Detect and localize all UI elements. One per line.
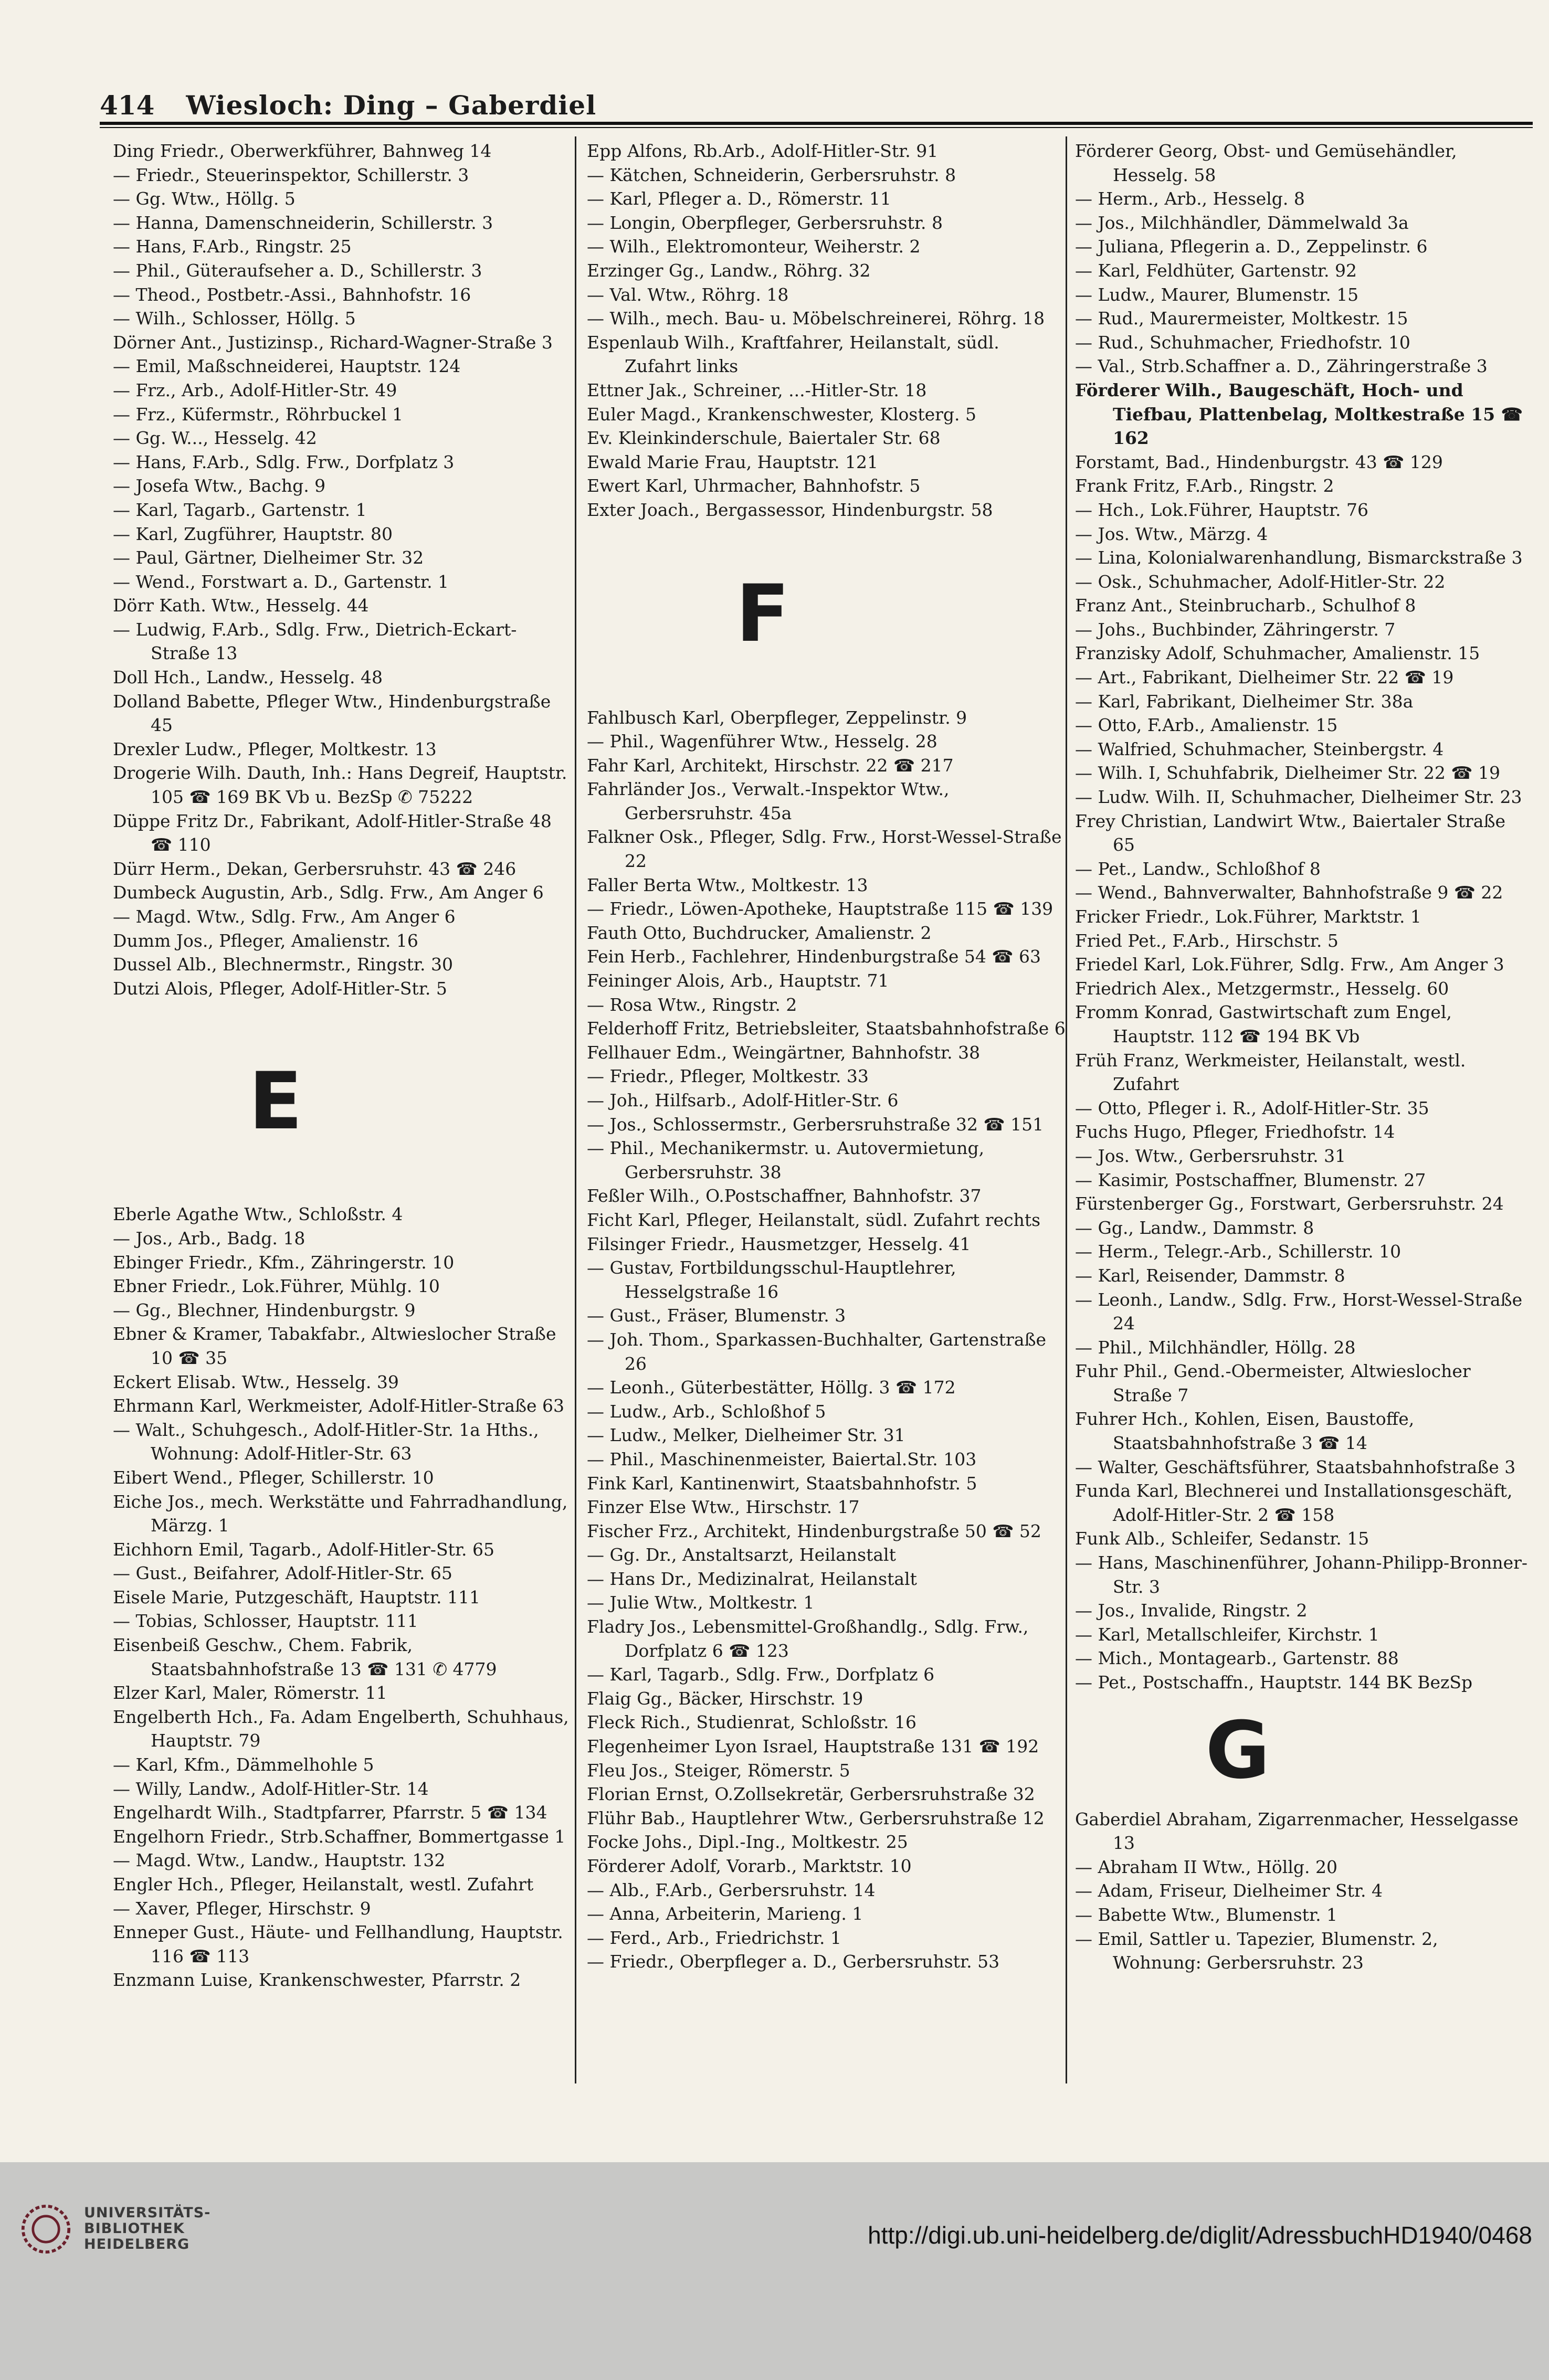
directory-entry: — Jos. Wtw., Gerbersruhstr. 31 — [1075, 1145, 1346, 1166]
directory-entry: Gaberdiel Abraham, Zigarrenmacher, Hesselgasse 13 — [1075, 1808, 1519, 1854]
directory-entry: Ehrmann Karl, Werkmeister, Adolf-Hitler-Straße 63 — [113, 1395, 565, 1416]
directory-entry: Frey Christian, Landwirt Wtw., Baiertaler Straße 65 — [1075, 810, 1506, 855]
directory-entry: — Magd. Wtw., Landw., Hauptstr. 132 — [113, 1850, 446, 1871]
directory-entry: Fink Karl, Kantinenwirt, Staatsbahnhofstr. 5 — [587, 1473, 977, 1494]
directory-entry: Florian Ernst, O.Zollsekretär, Gerbersruhstraße 32 — [587, 1784, 1035, 1805]
directory-entry: — Hch., Lok.Führer, Hauptstr. 76 — [1075, 499, 1368, 520]
directory-entry: — Emil, Maßschneiderei, Hauptstr. 124 — [113, 356, 461, 377]
directory-entry: — Jos. Wtw., Märzg. 4 — [1075, 523, 1268, 544]
directory-entry: — Jos., Schlossermstr., Gerbersruhstraße 32 ☎ 151 — [587, 1114, 1044, 1135]
directory-entry: Finzer Else Wtw., Hirschstr. 17 — [587, 1497, 860, 1518]
directory-entry: Dutzi Alois, Pfleger, Adolf-Hitler-Str. 5 — [113, 978, 447, 999]
directory-entry: — Karl, Zugführer, Hauptstr. 80 — [113, 523, 393, 544]
directory-entry: Ewald Marie Frau, Hauptstr. 121 — [587, 451, 878, 472]
directory-entry: Espenlaub Wilh., Kraftfahrer, Heilanstalt, südl. Zufahrt links — [587, 332, 999, 377]
directory-entry: — Gg., Blechner, Hindenburgstr. 9 — [113, 1299, 416, 1320]
directory-entry: Förderer Adolf, Vorarb., Marktstr. 10 — [587, 1856, 912, 1876]
entry-list — [1075, 1807, 1532, 1975]
directory-entry: Forstamt, Bad., Hindenburgstr. 43 ☎ 129 — [1075, 451, 1443, 472]
directory-entry: — Kasimir, Postschaffner, Blumenstr. 27 — [1075, 1169, 1426, 1190]
directory-entry: Doll Hch., Landw., Hesselg. 48 — [113, 667, 383, 688]
directory-entry: — Hanna, Damenschneiderin, Schillerstr. 3 — [113, 212, 493, 233]
directory-entry: Enzmann Luise, Krankenschwester, Pfarrstr. 2 — [113, 1970, 521, 1991]
directory-entry: — Johs., Buchbinder, Zähringerstr. 7 — [1075, 619, 1396, 640]
directory-entry: — Rosa Wtw., Ringstr. 2 — [587, 994, 797, 1015]
directory-entry: — Alb., F.Arb., Gerbersruhstr. 14 — [587, 1879, 876, 1900]
directory-entry: — Phil., Wagenführer Wtw., Hesselg. 28 — [587, 731, 937, 752]
directory-entry: Felderhoff Fritz, Betriebsleiter, Staatsbahnhofstraße 6 — [587, 1018, 1066, 1039]
directory-entry: — Gg. Dr., Anstaltsarzt, Heilanstalt — [587, 1545, 896, 1565]
directory-entry: — Rud., Maurermeister, Moltkestr. 15 — [1075, 308, 1408, 329]
directory-entry: Fladry Jos., Lebensmittel-Großhandlg., Sdlg. Frw., Dorfplatz 6 ☎ 123 — [587, 1616, 1029, 1661]
entry-list — [113, 1202, 570, 1992]
directory-entry: — Hans Dr., Medizinalrat, Heilanstalt — [587, 1568, 917, 1589]
directory-entry: — Gg., Landw., Dammstr. 8 — [1075, 1217, 1314, 1238]
directory-entry: Faller Berta Wtw., Moltkestr. 13 — [587, 874, 868, 895]
directory-entry: Ebner Friedr., Lok.Führer, Mühlg. 10 — [113, 1276, 440, 1297]
directory-entry: Früh Franz, Werkmeister, Heilanstalt, westl. Zufahrt — [1075, 1050, 1466, 1095]
directory-entry: — Gust., Fräser, Blumenstr. 3 — [587, 1305, 846, 1326]
directory-entry: Exter Joach., Bergassessor, Hindenburgstr. 58 — [587, 499, 993, 520]
directory-entry: — Phil., Mechanikermstr. u. Autovermietung, Gerbersruhstr. 38 — [587, 1138, 985, 1182]
directory-entry: Fried Pet., F.Arb., Hirschstr. 5 — [1075, 930, 1339, 951]
directory-entry: — Friedr., Oberpfleger a. D., Gerbersruhstr. 53 — [587, 1951, 1000, 1972]
directory-entry: — Wilh., Schlosser, Höllg. 5 — [113, 308, 356, 329]
directory-entry: — Friedr., Löwen-Apotheke, Hauptstraße 115 ☎ 139 — [587, 898, 1053, 919]
directory-entry: — Willy, Landw., Adolf-Hitler-Str. 14 — [113, 1778, 429, 1799]
directory-entry: Fürstenberger Gg., Forstwart, Gerbersruhstr. 24 — [1075, 1193, 1504, 1214]
entry-list — [113, 139, 570, 1000]
directory-entry: Dumbeck Augustin, Arb., Sdlg. Frw., Am Anger 6 — [113, 882, 544, 903]
directory-entry: — Wend., Forstwart a. D., Gartenstr. 1 — [113, 571, 449, 592]
directory-entry: — Magd. Wtw., Sdlg. Frw., Am Anger 6 — [113, 906, 456, 927]
directory-entry: — Friedr., Steuerinspektor, Schillerstr. 3 — [113, 164, 469, 185]
directory-entry: — Otto, Pfleger i. R., Adolf-Hitler-Str. 35 — [1075, 1097, 1429, 1118]
directory-entry: — Kätchen, Schneiderin, Gerbersruhstr. 8 — [587, 164, 956, 185]
directory-entry: — Karl, Tagarb., Gartenstr. 1 — [113, 499, 367, 520]
directory-entry: Focke Johs., Dipl.-Ing., Moltkestr. 25 — [587, 1832, 908, 1853]
directory-entry: Düppe Fritz Dr., Fabrikant, Adolf-Hitler-Straße 48 ☎ 110 — [113, 810, 552, 855]
directory-entry: Fuchs Hugo, Pfleger, Friedhofstr. 14 — [1075, 1122, 1395, 1143]
directory-entry: Falkner Osk., Pfleger, Sdlg. Frw., Horst-Wessel-Straße 22 — [587, 827, 1062, 872]
column-2 — [587, 139, 1070, 1974]
directory-entry: — Otto, F.Arb., Amalienstr. 15 — [1075, 715, 1338, 736]
directory-entry: — Paul, Gärtner, Dielheimer Str. 32 — [113, 547, 424, 568]
section-letter-e: E — [248, 1055, 303, 1147]
directory-entry: — Hans, F.Arb., Sdlg. Frw., Dorfplatz 3 — [113, 451, 455, 472]
directory-entry: — Karl, Pfleger a. D., Römerstr. 11 — [587, 188, 891, 209]
directory-entry: Flegenheimer Lyon Israel, Hauptstraße 131 ☎ 192 — [587, 1736, 1039, 1757]
page-title: Wiesloch: Ding – Gaberdiel — [186, 90, 597, 121]
directory-entry: — Herm., Telegr.-Arb., Schillerstr. 10 — [1075, 1241, 1402, 1262]
directory-entry: Ebinger Friedr., Kfm., Zähringerstr. 10 — [113, 1252, 455, 1273]
directory-entry: — Phil., Maschinenmeister, Baiertal.Str. 103 — [587, 1448, 977, 1469]
page-number: 414 — [100, 90, 155, 121]
directory-entry: — Karl, Kfm., Dämmelhohle 5 — [113, 1754, 374, 1775]
directory-entry: Drexler Ludw., Pfleger, Moltkestr. 13 — [113, 738, 437, 759]
directory-entry: — Hans, F.Arb., Ringstr. 25 — [113, 236, 352, 257]
directory-entry: — Theod., Postbetr.-Assi., Bahnhofstr. 16 — [113, 284, 471, 305]
directory-entry: Enneper Gust., Häute- und Fellhandlung, Hauptstr. 116 ☎ 113 — [113, 1922, 563, 1966]
viewer-footer — [0, 2162, 1549, 2380]
entry-list — [1075, 139, 1532, 1695]
directory-entry: Epp Alfons, Rb.Arb., Adolf-Hitler-Str. 91 — [587, 141, 939, 161]
directory-entry: Fahlbusch Karl, Oberpfleger, Zeppelinstr. 9 — [587, 707, 967, 728]
column-3 — [1075, 139, 1532, 1975]
directory-entry: — Karl, Reisender, Dammstr. 8 — [1075, 1265, 1345, 1286]
directory-entry: Dussel Alb., Blechnermstr., Ringstr. 30 — [113, 954, 453, 975]
directory-entry: — Frz., Küfermstr., Röhrbuckel 1 — [113, 404, 403, 425]
directory-entry: Franz Ant., Steinbrucharb., Schulhof 8 — [1075, 595, 1416, 616]
directory-entry: — Gg. W..., Hesselg. 42 — [113, 428, 317, 449]
directory-entry: — Jos., Invalide, Ringstr. 2 — [1075, 1600, 1308, 1621]
directory-entry: — Val., Strb.Schaffner a. D., Zähringerstraße 3 — [1075, 356, 1488, 377]
directory-entry: Dörner Ant., Justizinsp., Richard-Wagner-Straße 3 — [113, 332, 553, 353]
directory-entry: Engelberth Hch., Fa. Adam Engelberth, Schuhhaus, Hauptstr. 79 — [113, 1706, 569, 1751]
directory-entry: Ficht Karl, Pfleger, Heilanstalt, südl. Zufahrt rechts — [587, 1209, 1041, 1230]
directory-entry: Feininger Alois, Arb., Hauptstr. 71 — [587, 970, 889, 991]
directory-entry: Eibert Wend., Pfleger, Schillerstr. 10 — [113, 1467, 434, 1488]
directory-entry: Förderer Georg, Obst- und Gemüsehändler, Hesselg. 58 — [1075, 141, 1457, 185]
directory-entry: Eisele Marie, Putzgeschäft, Hauptstr. 111 — [113, 1586, 480, 1607]
directory-entry: Dörr Kath. Wtw., Hesselg. 44 — [113, 595, 369, 616]
directory-entry: — Ludw., Arb., Schloßhof 5 — [587, 1401, 826, 1422]
section-letter-f: F — [735, 568, 790, 660]
entry-list — [587, 139, 1070, 522]
directory-entry: — Ludw. Wilh. II, Schuhmacher, Dielheimer Str. 23 — [1075, 787, 1522, 808]
header-rule — [100, 122, 1533, 128]
directory-entry: — Walt., Schuhgesch., Adolf-Hitler-Str. 1a Hths., Wohnung: Adolf-Hitler-Str. 63 — [113, 1419, 539, 1464]
directory-entry: Eichhorn Emil, Tagarb., Adolf-Hitler-Str. 65 — [113, 1539, 494, 1560]
directory-entry: Drogerie Wilh. Dauth, Inh.: Hans Degreif, Hauptstr. 105 ☎ 169 BK Vb u. BezSp ✆ 75222 — [113, 763, 567, 808]
directory-entry: Ev. Kleinkinderschule, Baiertaler Str. 68 — [587, 428, 941, 449]
directory-entry: Dolland Babette, Pfleger Wtw., Hindenburgstraße 45 — [113, 691, 551, 736]
directory-entry: — Joh., Hilfsarb., Adolf-Hitler-Str. 6 — [587, 1090, 899, 1110]
directory-entry: — Val. Wtw., Röhrg. 18 — [587, 284, 789, 305]
university-seal-icon — [21, 2204, 71, 2254]
directory-entry: Ding Friedr., Oberwerkführer, Bahnweg 14 — [113, 141, 492, 161]
directory-entry: Fricker Friedr., Lok.Führer, Marktstr. 1 — [1075, 906, 1421, 927]
directory-entry: — Josefa Wtw., Bachg. 9 — [113, 475, 326, 496]
directory-entry: Fromm Konrad, Gastwirtschaft zum Engel, Hauptstr. 112 ☎ 194 BK Vb — [1075, 1002, 1452, 1046]
directory-entry: — Jos., Arb., Badg. 18 — [113, 1228, 305, 1249]
directory-entry: — Julie Wtw., Moltkestr. 1 — [587, 1592, 815, 1613]
directory-entry: Eckert Elisab. Wtw., Hesselg. 39 — [113, 1371, 399, 1392]
directory-entry: — Gust., Beifahrer, Adolf-Hitler-Str. 65 — [113, 1563, 452, 1584]
directory-entry: — Wilh., mech. Bau- u. Möbelschreinerei, Röhrg. 18 — [587, 308, 1045, 329]
directory-entry: Förderer Wilh., Baugeschäft, Hoch- und Tiefbau, Plattenbelag, Moltkestraße 15 ☎ 162 — [1075, 379, 1523, 449]
directory-entry: — Walter, Geschäftsführer, Staatsbahnhofstraße 3 — [1075, 1456, 1516, 1477]
directory-entry: — Gg. Wtw., Höllg. 5 — [113, 188, 296, 209]
directory-entry: — Walfried, Schuhmacher, Steinbergstr. 4 — [1075, 738, 1444, 759]
directory-entry: Elzer Karl, Maler, Römerstr. 11 — [113, 1683, 387, 1704]
directory-entry: Friedrich Alex., Metzgermstr., Hesselg. 60 — [1075, 978, 1449, 999]
directory-entry: Funk Alb., Schleifer, Sedanstr. 15 — [1075, 1528, 1369, 1549]
column-1 — [113, 139, 570, 1992]
directory-entry: Dürr Herm., Dekan, Gerbersruhstr. 43 ☎ 246 — [113, 858, 517, 879]
directory-entry: Engelhorn Friedr., Strb.Schaffner, Bommertgasse 1 — [113, 1826, 566, 1847]
permalink[interactable]: http://digi.ub.uni-heidelberg.de/diglit/AdressbuchHD1940/0468 — [868, 2222, 1532, 2249]
directory-entry: — Joh. Thom., Sparkassen-Buchhalter, Gartenstraße 26 — [587, 1329, 1047, 1374]
directory-entry: Engelhardt Wilh., Stadtpfarrer, Pfarrstr. 5 ☎ 134 — [113, 1802, 547, 1823]
directory-entry: Ewert Karl, Uhrmacher, Bahnhofstr. 5 — [587, 475, 921, 496]
directory-entry: Fleck Rich., Studienrat, Schloßstr. 16 — [587, 1712, 916, 1733]
directory-entry: — Emil, Sattler u. Tapezier, Blumenstr. 2, Wohnung: Gerbersruhstr. 23 — [1075, 1928, 1438, 1973]
column-separator — [575, 136, 576, 2083]
directory-entry: Flühr Bab., Hauptlehrer Wtw., Gerbersruhstraße 12 — [587, 1807, 1045, 1828]
directory-entry: — Mich., Montagearb., Gartenstr. 88 — [1075, 1648, 1399, 1669]
directory-entry: — Friedr., Pfleger, Moltkestr. 33 — [587, 1066, 869, 1087]
directory-entry: — Frz., Arb., Adolf-Hitler-Str. 49 — [113, 379, 397, 400]
directory-entry: — Rud., Schuhmacher, Friedhofstr. 10 — [1075, 332, 1410, 353]
directory-entry: Fein Herb., Fachlehrer, Hindenburgstraße 54 ☎ 63 — [587, 946, 1041, 967]
directory-entry: Eberle Agathe Wtw., Schloßstr. 4 — [113, 1204, 403, 1225]
directory-entry: Frank Fritz, F.Arb., Ringstr. 2 — [1075, 475, 1334, 496]
directory-entry: — Leonh., Landw., Sdlg. Frw., Horst-Wessel-Straße 24 — [1075, 1289, 1523, 1334]
directory-entry: — Jos., Milchhändler, Dämmelwald 3a — [1075, 212, 1409, 233]
directory-entry: Fuhr Phil., Gend.-Obermeister, Altwieslocher Straße 7 — [1075, 1361, 1471, 1405]
directory-entry: Eiche Jos., mech. Werkstätte und Fahrradhandlung, Märzg. 1 — [113, 1491, 568, 1536]
directory-entry: — Art., Fabrikant, Dielheimer Str. 22 ☎ 19 — [1075, 667, 1454, 688]
directory-entry: Filsinger Friedr., Hausmetzger, Hesselg. 41 — [587, 1233, 971, 1254]
directory-entry: Ebner & Kramer, Tabakfabr., Altwieslocher Straße 10 ☎ 35 — [113, 1324, 556, 1368]
directory-entry: — Juliana, Pflegerin a. D., Zeppelinstr. 6 — [1075, 236, 1428, 257]
directory-entry: Fleu Jos., Steiger, Römerstr. 5 — [587, 1760, 850, 1781]
directory-entry: Erzinger Gg., Landw., Röhrg. 32 — [587, 260, 871, 281]
directory-entry: — Wend., Bahnverwalter, Bahnhofstraße 9 ☎ 22 — [1075, 882, 1503, 903]
directory-entry: — Pet., Landw., Schloßhof 8 — [1075, 858, 1321, 879]
directory-entry: Franzisky Adolf, Schuhmacher, Amalienstr. 15 — [1075, 643, 1480, 664]
directory-entry: — Karl, Metallschleifer, Kirchstr. 1 — [1075, 1624, 1379, 1645]
directory-entry: Ettner Jak., Schreiner, ...-Hitler-Str. 18 — [587, 379, 927, 400]
directory-entry: — Abraham II Wtw., Höllg. 20 — [1075, 1856, 1337, 1877]
directory-entry: — Wilh. I, Schuhfabrik, Dielheimer Str. 22 ☎ 19 — [1075, 763, 1500, 784]
directory-entry: Fellhauer Edm., Weingärtner, Bahnhofstr. 38 — [587, 1042, 981, 1063]
directory-entry: Fuhrer Hch., Kohlen, Eisen, Baustoffe, Staatsbahnhofstraße 3 ☎ 14 — [1075, 1409, 1415, 1454]
directory-entry: Friedel Karl, Lok.Führer, Sdlg. Frw., Am Anger 3 — [1075, 954, 1504, 975]
directory-entry: — Ludwig, F.Arb., Sdlg. Frw., Dietrich-Eckart-Straße 13 — [113, 619, 517, 664]
directory-entry: — Phil., Milchhändler, Höllg. 28 — [1075, 1337, 1356, 1358]
directory-entry: — Hans, Maschinenführer, Johann-Philipp-Bronner-Str. 3 — [1075, 1552, 1528, 1597]
directory-entry: Euler Magd., Krankenschwester, Klosterg. 5 — [587, 404, 976, 425]
directory-entry: Funda Karl, Blechnerei und Installationsgeschäft, Adolf-Hitler-Str. 2 ☎ 158 — [1075, 1480, 1513, 1525]
directory-entry: — Herm., Arb., Hesselg. 8 — [1075, 188, 1305, 209]
directory-entry: Engler Hch., Pfleger, Heilanstalt, westl. Zufahrt — [113, 1874, 534, 1895]
directory-entry: Eisenbeiß Geschw., Chem. Fabrik, Staatsbahnhofstraße 13 ☎ 131 ✆ 4779 — [113, 1635, 497, 1679]
entry-list — [587, 706, 1070, 1974]
directory-entry: — Lina, Kolonialwarenhandlung, Bismarckstraße 3 — [1075, 547, 1523, 568]
directory-entry: — Babette Wtw., Blumenstr. 1 — [1075, 1904, 1338, 1925]
section-letter-g: G — [1205, 1705, 1270, 1797]
directory-entry: — Anna, Arbeiterin, Marieng. 1 — [587, 1903, 863, 1924]
directory-entry: Fahr Karl, Architekt, Hirschstr. 22 ☎ 217 — [587, 755, 954, 776]
directory-entry: — Adam, Friseur, Dielheimer Str. 4 — [1075, 1880, 1383, 1901]
directory-entry: — Osk., Schuhmacher, Adolf-Hitler-Str. 22 — [1075, 571, 1446, 592]
directory-entry: — Gustav, Fortbildungsschul-Hauptlehrer, Hesselgstraße 16 — [587, 1257, 956, 1302]
directory-entry: — Tobias, Schlosser, Hauptstr. 111 — [113, 1611, 418, 1632]
directory-entry: — Leonh., Güterbestätter, Höllg. 3 ☎ 172 — [587, 1377, 956, 1398]
directory-entry: Fahrländer Jos., Verwalt.-Inspektor Wtw., Gerbersruhstr. 45a — [587, 779, 950, 823]
directory-entry: Fauth Otto, Buchdrucker, Amalienstr. 2 — [587, 922, 932, 943]
directory-entry: — Longin, Oberpfleger, Gerbersruhstr. 8 — [587, 212, 943, 233]
directory-entry: — Xaver, Pfleger, Hirschstr. 9 — [113, 1898, 371, 1919]
directory-entry: — Phil., Güteraufseher a. D., Schillerstr. 3 — [113, 260, 482, 281]
directory-entry: Feßler Wilh., O.Postschaffner, Bahnhofstr. 37 — [587, 1186, 982, 1207]
directory-entry: — Karl, Tagarb., Sdlg. Frw., Dorfplatz 6 — [587, 1664, 935, 1685]
directory-entry: — Pet., Postschaffn., Hauptstr. 144 BK BezSp — [1075, 1672, 1473, 1693]
directory-entry: Fischer Frz., Architekt, Hindenburgstraße 50 ☎ 52 — [587, 1520, 1041, 1541]
directory-entry: — Karl, Fabrikant, Dielheimer Str. 38a — [1075, 691, 1414, 712]
directory-entry: — Karl, Feldhüter, Gartenstr. 92 — [1075, 260, 1357, 281]
directory-entry: — Ludw., Maurer, Blumenstr. 15 — [1075, 284, 1359, 305]
directory-entry: — Wilh., Elektromonteur, Weiherstr. 2 — [587, 236, 921, 257]
page-header — [100, 63, 1527, 121]
directory-entry: Flaig Gg., Bäcker, Hirschstr. 19 — [587, 1688, 863, 1709]
directory-entry: — Ludw., Melker, Dielheimer Str. 31 — [587, 1425, 905, 1446]
library-name: UNIVERSITÄTS- BIBLIOTHEK HEIDELBERG — [84, 2205, 211, 2252]
directory-entry: — Ferd., Arb., Friedrichstr. 1 — [587, 1927, 841, 1948]
directory-entry: Dumm Jos., Pfleger, Amalienstr. 16 — [113, 930, 418, 951]
